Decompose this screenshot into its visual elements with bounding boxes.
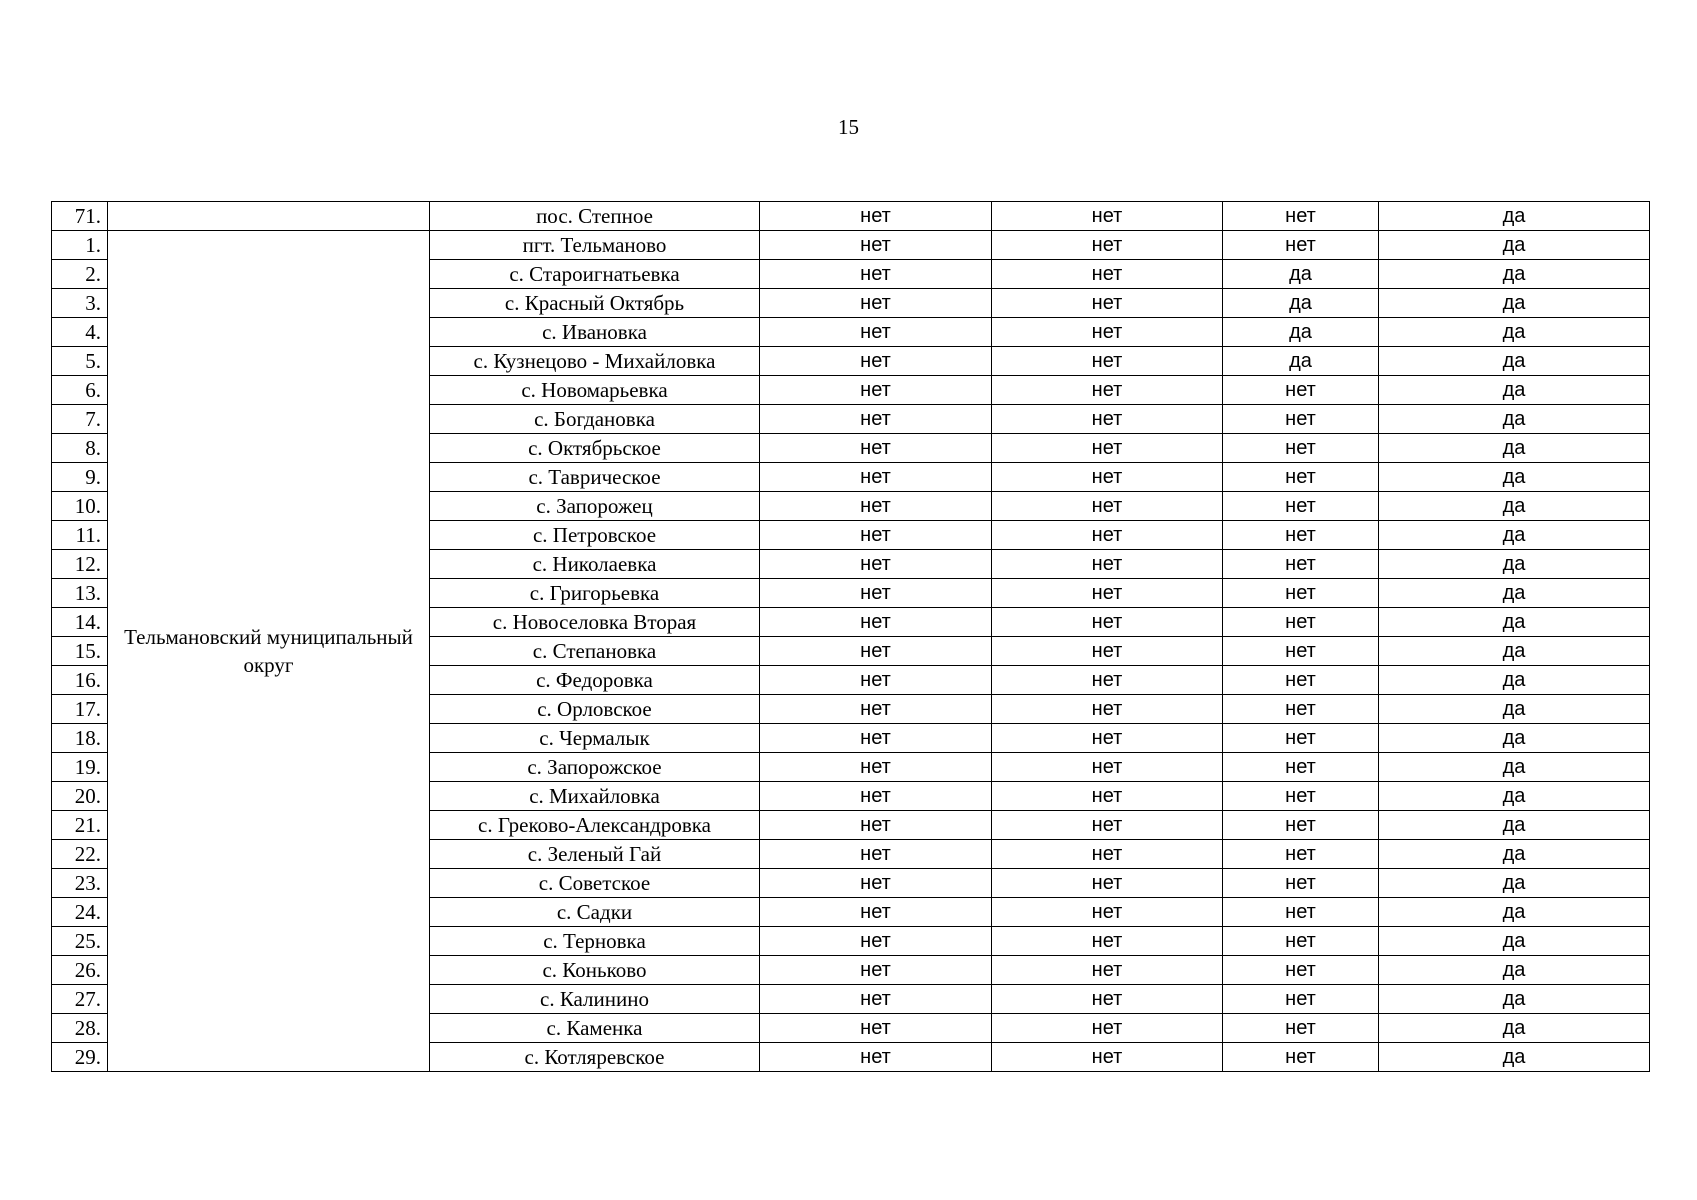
settlement-cell: с. Богдановка bbox=[430, 405, 760, 434]
flag-cell: да bbox=[1379, 985, 1650, 1014]
flag-cell: нет bbox=[1223, 521, 1379, 550]
row-number: 71. bbox=[52, 202, 108, 231]
row-number: 2. bbox=[52, 260, 108, 289]
row-number: 19. bbox=[52, 753, 108, 782]
flag-cell: нет bbox=[760, 695, 992, 724]
flag-cell: нет bbox=[992, 637, 1223, 666]
flag-cell: нет bbox=[1223, 1014, 1379, 1043]
settlement-cell: с. Зеленый Гай bbox=[430, 840, 760, 869]
flag-cell: нет bbox=[760, 811, 992, 840]
flag-cell: нет bbox=[992, 753, 1223, 782]
flag-cell: да bbox=[1379, 434, 1650, 463]
settlement-cell: с. Каменка bbox=[430, 1014, 760, 1043]
settlement-cell: с. Староигнатьевка bbox=[430, 260, 760, 289]
row-number: 9. bbox=[52, 463, 108, 492]
row-number: 1. bbox=[52, 231, 108, 260]
flag-cell: нет bbox=[760, 637, 992, 666]
flag-cell: нет bbox=[992, 347, 1223, 376]
flag-cell: да bbox=[1223, 347, 1379, 376]
flag-cell: нет bbox=[992, 231, 1223, 260]
settlement-cell: с. Новомарьевка bbox=[430, 376, 760, 405]
district-cell: Тельмановский муниципальный округ bbox=[108, 231, 430, 1072]
flag-cell: да bbox=[1379, 405, 1650, 434]
table-row bbox=[52, 231, 1650, 260]
flag-cell: да bbox=[1379, 550, 1650, 579]
flag-cell: нет bbox=[760, 782, 992, 811]
flag-cell: нет bbox=[992, 1014, 1223, 1043]
flag-cell: нет bbox=[992, 840, 1223, 869]
row-number: 26. bbox=[52, 956, 108, 985]
row-number: 12. bbox=[52, 550, 108, 579]
row-number: 14. bbox=[52, 608, 108, 637]
flag-cell: да bbox=[1379, 318, 1650, 347]
flag-cell: нет bbox=[760, 898, 992, 927]
flag-cell: нет bbox=[760, 289, 992, 318]
page-number: 15 bbox=[838, 115, 859, 139]
flag-cell: нет bbox=[760, 579, 992, 608]
row-number: 22. bbox=[52, 840, 108, 869]
flag-cell: нет bbox=[1223, 695, 1379, 724]
flag-cell: нет bbox=[992, 579, 1223, 608]
settlement-cell: с. Таврическое bbox=[430, 463, 760, 492]
flag-cell: нет bbox=[992, 492, 1223, 521]
flag-cell: да bbox=[1379, 869, 1650, 898]
settlement-cell: с. Николаевка bbox=[430, 550, 760, 579]
flag-cell: да bbox=[1379, 695, 1650, 724]
flag-cell: нет bbox=[760, 260, 992, 289]
flag-cell: да bbox=[1379, 956, 1650, 985]
flag-cell: нет bbox=[1223, 985, 1379, 1014]
flag-cell: да bbox=[1379, 260, 1650, 289]
row-number: 10. bbox=[52, 492, 108, 521]
row-number: 8. bbox=[52, 434, 108, 463]
flag-cell: нет bbox=[760, 376, 992, 405]
flag-cell: нет bbox=[992, 869, 1223, 898]
flag-cell: нет bbox=[1223, 724, 1379, 753]
row-number: 24. bbox=[52, 898, 108, 927]
flag-cell: нет bbox=[1223, 405, 1379, 434]
flag-cell: нет bbox=[760, 318, 992, 347]
flag-cell: нет bbox=[992, 289, 1223, 318]
flag-cell: нет bbox=[992, 376, 1223, 405]
row-number: 27. bbox=[52, 985, 108, 1014]
settlement-cell: с. Михайловка bbox=[430, 782, 760, 811]
settlement-cell: с. Петровское bbox=[430, 521, 760, 550]
settlement-cell: с. Чермалык bbox=[430, 724, 760, 753]
table-row bbox=[52, 202, 1650, 231]
flag-cell: нет bbox=[760, 1014, 992, 1043]
flag-cell: да bbox=[1379, 724, 1650, 753]
flag-cell: нет bbox=[760, 550, 992, 579]
flag-cell: нет bbox=[760, 666, 992, 695]
flag-cell: да bbox=[1379, 811, 1650, 840]
flag-cell: нет bbox=[992, 898, 1223, 927]
flag-cell: да bbox=[1379, 753, 1650, 782]
settlement-cell: с. Ивановка bbox=[430, 318, 760, 347]
flag-cell: да bbox=[1379, 463, 1650, 492]
row-number: 16. bbox=[52, 666, 108, 695]
flag-cell: да bbox=[1379, 521, 1650, 550]
flag-cell: да bbox=[1379, 202, 1650, 231]
settlement-cell: с. Степановка bbox=[430, 637, 760, 666]
flag-cell: да bbox=[1379, 1043, 1650, 1072]
flag-cell: нет bbox=[1223, 434, 1379, 463]
settlement-cell: с. Котляревское bbox=[430, 1043, 760, 1072]
settlement-cell: с. Новоселовка Вторая bbox=[430, 608, 760, 637]
flag-cell: нет bbox=[760, 405, 992, 434]
flag-cell: нет bbox=[760, 869, 992, 898]
flag-cell: нет bbox=[992, 666, 1223, 695]
settlement-cell: с. Терновка bbox=[430, 927, 760, 956]
flag-cell: да bbox=[1223, 289, 1379, 318]
row-number: 3. bbox=[52, 289, 108, 318]
flag-cell: нет bbox=[992, 1043, 1223, 1072]
flag-cell: да bbox=[1379, 492, 1650, 521]
settlement-cell: пос. Степное bbox=[430, 202, 760, 231]
flag-cell: да bbox=[1379, 666, 1650, 695]
flag-cell: нет bbox=[1223, 782, 1379, 811]
flag-cell: нет bbox=[760, 840, 992, 869]
flag-cell: нет bbox=[992, 260, 1223, 289]
flag-cell: да bbox=[1379, 840, 1650, 869]
flag-cell: нет bbox=[760, 202, 992, 231]
flag-cell: нет bbox=[760, 927, 992, 956]
flag-cell: нет bbox=[992, 550, 1223, 579]
row-number: 21. bbox=[52, 811, 108, 840]
settlement-cell: с. Федоровка bbox=[430, 666, 760, 695]
row-number: 23. bbox=[52, 869, 108, 898]
flag-cell: нет bbox=[1223, 579, 1379, 608]
settlement-cell: с. Орловское bbox=[430, 695, 760, 724]
settlement-cell: с. Коньково bbox=[430, 956, 760, 985]
flag-cell: нет bbox=[992, 202, 1223, 231]
row-number: 15. bbox=[52, 637, 108, 666]
flag-cell: нет bbox=[992, 434, 1223, 463]
row-number: 25. bbox=[52, 927, 108, 956]
row-number: 7. bbox=[52, 405, 108, 434]
flag-cell: нет bbox=[992, 463, 1223, 492]
flag-cell: нет bbox=[760, 608, 992, 637]
settlement-cell: с. Григорьевка bbox=[430, 579, 760, 608]
row-number: 13. bbox=[52, 579, 108, 608]
row-number: 11. bbox=[52, 521, 108, 550]
flag-cell: да bbox=[1379, 608, 1650, 637]
flag-cell: да bbox=[1379, 347, 1650, 376]
flag-cell: нет bbox=[760, 956, 992, 985]
flag-cell: нет bbox=[760, 492, 992, 521]
settlements-table bbox=[51, 201, 1650, 1072]
flag-cell: нет bbox=[1223, 898, 1379, 927]
flag-cell: да bbox=[1379, 289, 1650, 318]
flag-cell: нет bbox=[760, 521, 992, 550]
flag-cell: нет bbox=[760, 347, 992, 376]
flag-cell: да bbox=[1379, 579, 1650, 608]
row-number: 28. bbox=[52, 1014, 108, 1043]
settlement-cell: с. Запорожское bbox=[430, 753, 760, 782]
flag-cell: нет bbox=[760, 724, 992, 753]
settlement-cell: с. Советское bbox=[430, 869, 760, 898]
flag-cell: нет bbox=[760, 231, 992, 260]
flag-cell: нет bbox=[992, 521, 1223, 550]
flag-cell: нет bbox=[1223, 231, 1379, 260]
flag-cell: нет bbox=[1223, 202, 1379, 231]
flag-cell: нет bbox=[992, 724, 1223, 753]
flag-cell: нет bbox=[1223, 492, 1379, 521]
flag-cell: нет bbox=[1223, 869, 1379, 898]
settlement-cell: с. Греково-Александровка bbox=[430, 811, 760, 840]
settlement-cell: с. Садки bbox=[430, 898, 760, 927]
flag-cell: нет bbox=[760, 985, 992, 1014]
flag-cell: да bbox=[1379, 376, 1650, 405]
flag-cell: нет bbox=[1223, 1043, 1379, 1072]
flag-cell: нет bbox=[1223, 811, 1379, 840]
flag-cell: нет bbox=[992, 956, 1223, 985]
flag-cell: нет bbox=[992, 318, 1223, 347]
flag-cell: нет bbox=[992, 405, 1223, 434]
flag-cell: нет bbox=[1223, 376, 1379, 405]
row-number: 20. bbox=[52, 782, 108, 811]
flag-cell: нет bbox=[760, 463, 992, 492]
flag-cell: да bbox=[1379, 231, 1650, 260]
flag-cell: нет bbox=[1223, 927, 1379, 956]
settlement-cell: пгт. Тельманово bbox=[430, 231, 760, 260]
flag-cell: нет bbox=[1223, 840, 1379, 869]
settlement-cell: с. Октябрьское bbox=[430, 434, 760, 463]
row-number: 17. bbox=[52, 695, 108, 724]
district-cell bbox=[108, 202, 430, 231]
flag-cell: да bbox=[1379, 927, 1650, 956]
flag-cell: нет bbox=[992, 782, 1223, 811]
row-number: 4. bbox=[52, 318, 108, 347]
flag-cell: да bbox=[1379, 1014, 1650, 1043]
flag-cell: нет bbox=[992, 608, 1223, 637]
flag-cell: нет bbox=[1223, 753, 1379, 782]
flag-cell: нет bbox=[992, 811, 1223, 840]
flag-cell: нет bbox=[1223, 956, 1379, 985]
row-number: 18. bbox=[52, 724, 108, 753]
flag-cell: нет bbox=[760, 753, 992, 782]
flag-cell: нет bbox=[1223, 550, 1379, 579]
settlement-cell: с. Запорожец bbox=[430, 492, 760, 521]
flag-cell: нет bbox=[992, 695, 1223, 724]
flag-cell: нет bbox=[992, 927, 1223, 956]
flag-cell: да bbox=[1379, 782, 1650, 811]
row-number: 5. bbox=[52, 347, 108, 376]
settlement-cell: с. Кузнецово - Михайловка bbox=[430, 347, 760, 376]
flag-cell: нет bbox=[992, 985, 1223, 1014]
flag-cell: нет bbox=[760, 434, 992, 463]
flag-cell: нет bbox=[1223, 637, 1379, 666]
row-number: 6. bbox=[52, 376, 108, 405]
flag-cell: нет bbox=[1223, 463, 1379, 492]
flag-cell: нет bbox=[760, 1043, 992, 1072]
settlement-cell: с. Калинино bbox=[430, 985, 760, 1014]
flag-cell: да bbox=[1379, 898, 1650, 927]
settlement-cell: с. Красный Октябрь bbox=[430, 289, 760, 318]
row-number: 29. bbox=[52, 1043, 108, 1072]
flag-cell: да bbox=[1223, 260, 1379, 289]
flag-cell: да bbox=[1223, 318, 1379, 347]
flag-cell: нет bbox=[1223, 608, 1379, 637]
flag-cell: да bbox=[1379, 637, 1650, 666]
flag-cell: нет bbox=[1223, 666, 1379, 695]
